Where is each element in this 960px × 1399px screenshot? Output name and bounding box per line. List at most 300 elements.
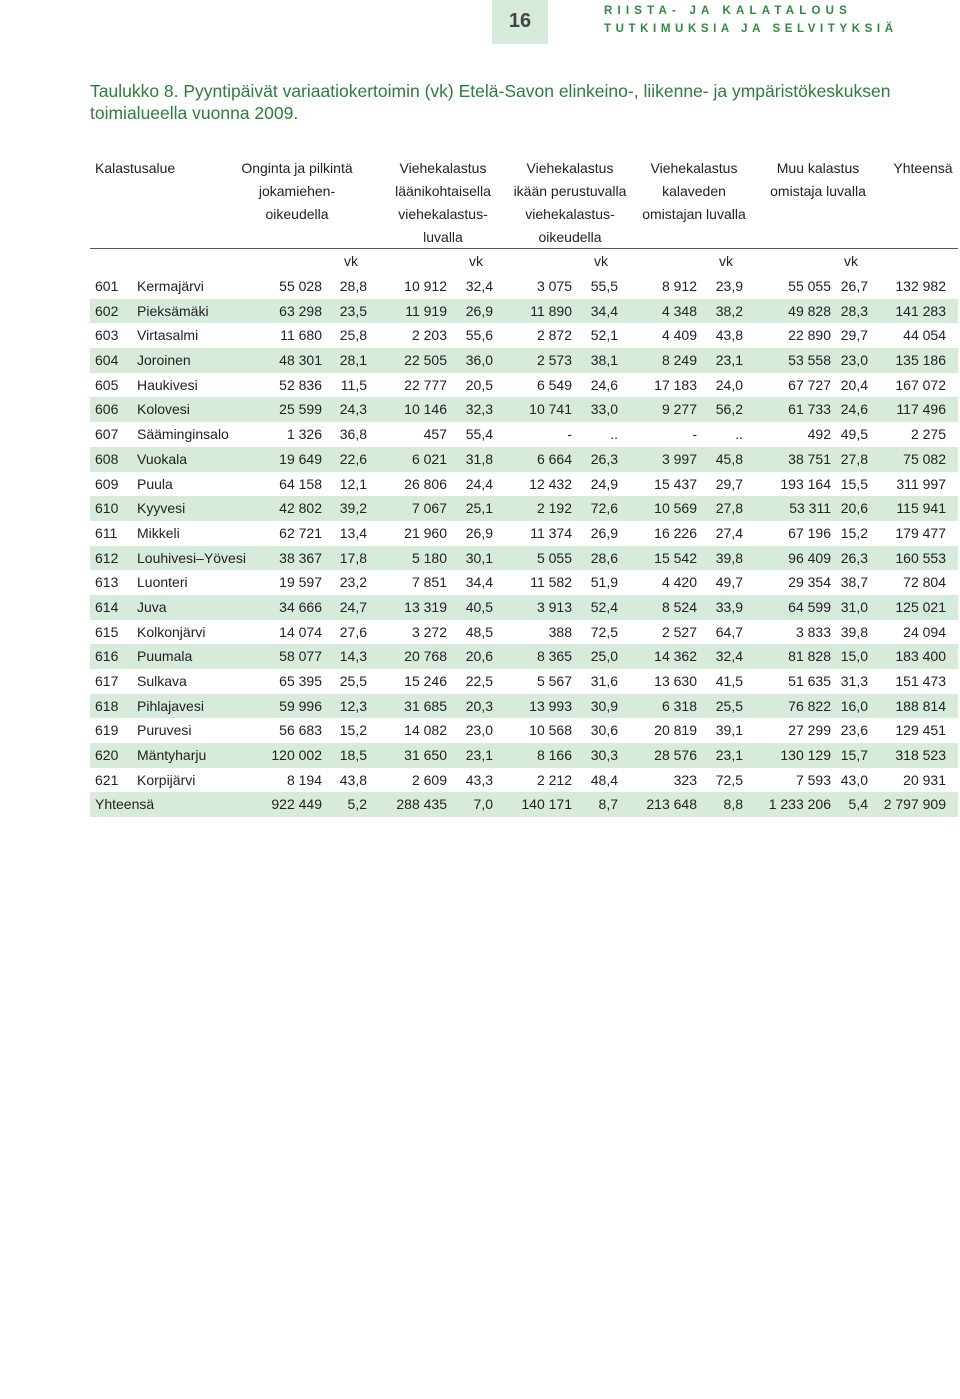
- days-cell: 15 437: [654, 475, 697, 492]
- table-row: [90, 422, 958, 447]
- total-row: [90, 792, 958, 817]
- days-cell: 457: [423, 426, 447, 443]
- total-cell: 72 804: [903, 574, 946, 591]
- area-name: Mäntyharju: [137, 747, 207, 764]
- days-cell: 28 576: [654, 747, 697, 764]
- vk-cell: 31,6: [590, 673, 618, 689]
- column-header-5: [629, 157, 759, 226]
- area-code: 607: [95, 426, 119, 443]
- vk-cell: 28,6: [590, 549, 618, 566]
- days-cell: 42 802: [279, 500, 322, 517]
- vk-cell: 20,3: [465, 697, 493, 714]
- table-row: [90, 669, 958, 694]
- vk-cell: 43,3: [465, 771, 493, 788]
- days-cell: 11 890: [530, 302, 572, 319]
- days-cell: 213 648: [646, 796, 697, 813]
- vk-cell: 31,3: [840, 673, 868, 689]
- days-cell: 62 721: [279, 524, 322, 541]
- vk-cell: 32,3: [465, 401, 493, 418]
- column-header-line: luvalla: [423, 229, 463, 245]
- column-header-3: [378, 157, 508, 249]
- vk-cell: 48,4: [590, 771, 618, 788]
- vk-cell: 25,1: [465, 500, 493, 517]
- vk-cell: 28,8: [339, 278, 367, 294]
- days-cell: 120 002: [271, 747, 322, 764]
- days-cell: 8 365: [536, 648, 572, 665]
- vk-cell: 38,7: [840, 574, 868, 591]
- vk-cell: 26,9: [465, 302, 493, 319]
- table-row: [90, 496, 958, 521]
- vk-cell: 23,1: [465, 747, 493, 764]
- vk-cell: 27,8: [715, 500, 743, 517]
- vk-cell: 49,5: [840, 426, 868, 443]
- vk-cell: 38,1: [590, 352, 618, 369]
- vk-cell: 32,4: [465, 278, 493, 294]
- page-number-box: [492, 0, 548, 44]
- area-name: Haukivesi: [137, 376, 198, 393]
- total-cell: 44 054: [903, 327, 946, 344]
- table-row: [90, 397, 958, 422]
- days-cell: 27 299: [788, 722, 831, 739]
- days-cell: 9 277: [661, 401, 697, 418]
- vk-cell: 15,5: [840, 475, 868, 492]
- total-cell: 318 523: [895, 747, 946, 764]
- days-cell: 130 129: [780, 747, 831, 764]
- days-cell: 29 354: [788, 574, 831, 591]
- vk-cell: 25,0: [590, 648, 618, 665]
- column-header-line: Viehekalastus: [526, 160, 614, 176]
- vk-cell: 36,0: [465, 352, 493, 369]
- days-cell: 10 568: [529, 722, 572, 739]
- column-header-line: Yhteensä: [893, 160, 953, 176]
- days-cell: 25 599: [279, 401, 322, 418]
- days-cell: 67 727: [788, 376, 831, 393]
- days-cell: 3 997: [661, 450, 697, 467]
- area-name: Kermajärvi: [137, 278, 204, 294]
- area-name: Pieksämäki: [137, 302, 209, 319]
- days-cell: 2 872: [536, 327, 572, 344]
- days-cell: 31 685: [404, 697, 447, 714]
- days-cell: 6 549: [536, 376, 572, 393]
- table-row: [90, 299, 958, 324]
- days-cell: 11 374: [530, 524, 572, 541]
- vk-cell: 30,3: [590, 747, 618, 764]
- vk-cell: 34,4: [590, 302, 618, 319]
- area-name: Sulkava: [137, 673, 187, 689]
- area-code: 619: [95, 722, 119, 739]
- days-cell: 16 226: [654, 524, 697, 541]
- total-cell: 129 451: [895, 722, 946, 739]
- days-cell: 3 913: [536, 598, 572, 615]
- vk-cell: 12,1: [339, 475, 367, 492]
- total-cell: 75 082: [903, 450, 946, 467]
- days-cell: 3 075: [536, 278, 572, 294]
- area-name: Korpijärvi: [137, 771, 196, 788]
- vk-cell: 52,1: [590, 327, 618, 344]
- vk-cell: 39,8: [715, 549, 743, 566]
- area-code: 608: [95, 450, 119, 467]
- vk-cell: 30,1: [465, 549, 493, 566]
- area-code: 602: [95, 302, 119, 319]
- table-row: [90, 595, 958, 620]
- area-name: Virtasalmi: [137, 327, 199, 344]
- vk-cell: 55,6: [465, 327, 493, 344]
- days-cell: 53 558: [788, 352, 831, 369]
- column-header-line: kalaveden: [662, 183, 726, 199]
- area-name: Puumala: [137, 648, 193, 665]
- column-header-7: [878, 157, 960, 180]
- days-cell: 49 828: [788, 302, 831, 319]
- vk-cell: 39,1: [715, 722, 743, 739]
- days-cell: 11 919: [405, 302, 447, 319]
- vk-cell: 25,5: [715, 697, 743, 714]
- total-cell: 167 072: [895, 376, 946, 393]
- total-cell: 151 473: [895, 673, 946, 689]
- table-row: [90, 570, 958, 595]
- vk-cell: 24,9: [590, 475, 618, 492]
- area-name: Kolkonjärvi: [137, 623, 206, 640]
- vk-cell: 36,8: [339, 426, 367, 443]
- days-cell: 38 367: [279, 549, 322, 566]
- days-cell: 7 067: [411, 500, 447, 517]
- vk-cell: 23,0: [465, 722, 493, 739]
- area-name: Joroinen: [137, 352, 191, 369]
- column-header-4: [505, 157, 635, 249]
- area-code: 618: [95, 697, 119, 714]
- area-code: 614: [95, 598, 119, 615]
- area-code: 617: [95, 673, 119, 689]
- days-cell: 5 567: [536, 673, 572, 689]
- vk-cell: 23,0: [840, 352, 868, 369]
- column-header-line: Viehekalastus: [399, 160, 487, 176]
- vk-cell: 24,3: [339, 401, 367, 418]
- days-cell: 22 505: [404, 352, 447, 369]
- days-cell: 11 582: [530, 574, 572, 591]
- table-row: [90, 620, 958, 645]
- vk-cell: 72,6: [590, 500, 618, 517]
- vk-cell: 29,7: [840, 327, 868, 344]
- days-cell: 64 599: [788, 598, 831, 615]
- vk-cell: 30,6: [590, 722, 618, 739]
- days-cell: 8 194: [286, 771, 322, 788]
- table-row: [90, 447, 958, 472]
- area-code: 610: [95, 500, 119, 517]
- area-code: 603: [95, 327, 119, 344]
- days-cell: 10 912: [404, 278, 447, 294]
- days-cell: 14 082: [404, 722, 447, 739]
- total-cell: 179 477: [895, 524, 946, 541]
- table-row: [90, 348, 958, 373]
- total-cell: 2 797 909: [883, 796, 946, 813]
- vk-cell: 5,2: [347, 796, 367, 813]
- vk-cell: 8,8: [723, 796, 743, 813]
- vk-cell: 39,2: [339, 500, 367, 517]
- days-cell: 11 680: [280, 327, 322, 344]
- total-cell: 160 553: [895, 549, 946, 566]
- days-cell: 96 409: [788, 549, 831, 566]
- days-cell: 13 319: [404, 598, 447, 615]
- days-cell: 2 573: [536, 352, 572, 369]
- days-cell: 31 650: [404, 747, 447, 764]
- area-code: 611: [95, 524, 118, 541]
- vk-cell: 13,4: [339, 524, 367, 541]
- column-header-1: [95, 157, 175, 180]
- table-row: [90, 472, 958, 497]
- vk-cell: 34,4: [465, 574, 493, 591]
- days-cell: 4 420: [661, 574, 697, 591]
- table-row: [90, 718, 958, 743]
- days-cell: 63 298: [279, 302, 322, 319]
- vk-cell: 51,9: [590, 574, 618, 591]
- vk-cell: 26,9: [465, 524, 493, 541]
- area-name: Kyyvesi: [137, 500, 186, 517]
- vk-cell: 18,5: [339, 747, 367, 764]
- days-cell: 19 597: [279, 574, 322, 591]
- days-cell: 22 890: [788, 327, 831, 344]
- days-cell: 67 196: [788, 524, 831, 541]
- days-cell: 17 183: [654, 376, 697, 393]
- vk-cell: 45,8: [715, 450, 743, 467]
- days-cell: 52 836: [279, 376, 322, 393]
- total-cell: 20 931: [903, 771, 946, 788]
- days-cell: 56 683: [279, 722, 322, 739]
- column-header-line: viehekalastus-: [398, 206, 488, 222]
- vk-cell: 40,5: [465, 598, 493, 615]
- days-cell: 65 395: [279, 673, 322, 689]
- vk-cell: 16,0: [840, 697, 868, 714]
- days-cell: 2 527: [661, 623, 697, 640]
- days-cell: 3 833: [795, 623, 831, 640]
- running-header: [0, 0, 960, 45]
- vk-cell: 23,6: [840, 722, 868, 739]
- total-cell: 125 021: [895, 598, 946, 615]
- total-cell: 183 400: [895, 648, 946, 665]
- vk-cell: 28,3: [840, 302, 868, 319]
- days-cell: 19 649: [279, 450, 322, 467]
- vk-cell: 55,4: [465, 426, 493, 443]
- area-name: Sääminginsalo: [137, 426, 229, 443]
- area-name: Yhteensä: [95, 796, 155, 813]
- days-cell: 13 630: [654, 673, 697, 689]
- vk-cell: 12,3: [339, 697, 367, 714]
- vk-cell: 24,7: [339, 598, 367, 615]
- days-cell: 76 822: [788, 697, 831, 714]
- days-cell: -: [692, 426, 697, 443]
- area-code: 620: [95, 747, 119, 764]
- area-code: 613: [95, 574, 119, 591]
- total-cell: 141 283: [895, 302, 946, 319]
- vk-cell: 25,5: [339, 673, 367, 689]
- vk-cell: 15,7: [840, 747, 868, 764]
- area-code: 621: [95, 771, 119, 788]
- days-cell: 58 077: [279, 648, 322, 665]
- vk-cell: 39,8: [840, 623, 868, 640]
- days-cell: 4 348: [661, 302, 697, 319]
- vk-cell: 38,2: [715, 302, 743, 319]
- days-cell: 15 246: [404, 673, 447, 689]
- table-body: [90, 274, 958, 817]
- days-cell: 14 074: [279, 623, 322, 640]
- vk-cell: 14,3: [339, 648, 367, 665]
- days-cell: 8 166: [536, 747, 572, 764]
- vk-cell: 29,7: [715, 475, 743, 492]
- days-cell: 5 180: [411, 549, 447, 566]
- area-name: Louhivesi–Yövesi: [137, 549, 246, 566]
- vk-cell: 43,0: [840, 771, 868, 788]
- table-row: [90, 768, 958, 793]
- vk-cell: 27,6: [339, 623, 367, 640]
- column-header-line: omistaja luvalla: [770, 183, 866, 199]
- vk-cell: 52,4: [590, 598, 618, 615]
- days-cell: 81 828: [788, 648, 831, 665]
- days-cell: 10 569: [654, 500, 697, 517]
- table-row: [90, 274, 958, 299]
- vk-cell: 20,4: [840, 376, 868, 393]
- vk-cell: 64,7: [715, 623, 743, 640]
- series-title-line2: TUTKIMUKSIA JA SELVITYKSIÄ: [604, 23, 898, 35]
- vk-cell: 26,7: [840, 278, 868, 294]
- days-cell: 20 768: [404, 648, 447, 665]
- table-row: [90, 694, 958, 719]
- column-header-line: oikeudella: [265, 206, 329, 222]
- days-cell: 193 164: [780, 475, 831, 492]
- days-cell: 22 777: [404, 376, 447, 393]
- days-cell: 10 741: [529, 401, 572, 418]
- vk-cell: 20,6: [840, 500, 868, 517]
- vk-cell: 24,6: [840, 401, 868, 418]
- vk-cell: 27,8: [840, 450, 868, 467]
- vk-cell: 56,2: [715, 401, 743, 418]
- column-header-line: ikään perustuvalla: [513, 183, 627, 199]
- total-cell: 24 094: [903, 623, 946, 640]
- days-cell: 14 362: [654, 648, 697, 665]
- days-cell: 7 851: [411, 574, 447, 591]
- days-cell: 1 326: [286, 426, 322, 443]
- vk-label: vk: [344, 253, 358, 269]
- vk-cell: 30,9: [590, 697, 618, 714]
- vk-cell: 43,8: [339, 771, 367, 788]
- area-code: 615: [95, 623, 119, 640]
- days-cell: 4 409: [661, 327, 697, 344]
- days-cell: 492: [807, 426, 831, 443]
- days-cell: 922 449: [271, 796, 322, 813]
- vk-cell: 22,5: [465, 673, 493, 689]
- vk-cell: 23,5: [339, 302, 367, 319]
- table-header: [90, 155, 958, 249]
- days-cell: 13 993: [529, 697, 572, 714]
- days-cell: 53 311: [789, 500, 831, 517]
- area-code: 616: [95, 648, 119, 665]
- vk-cell: 31,8: [465, 450, 493, 467]
- vk-cell: 22,6: [339, 450, 367, 467]
- days-cell: 288 435: [396, 796, 447, 813]
- table-row: [90, 323, 958, 348]
- vk-cell: 48,5: [465, 623, 493, 640]
- days-cell: 38 751: [788, 450, 831, 467]
- area-code: 606: [95, 401, 119, 418]
- total-cell: 188 814: [895, 697, 946, 714]
- days-cell: 12 432: [529, 475, 572, 492]
- column-header-line: viehekalastus-: [525, 206, 615, 222]
- area-code: 604: [95, 352, 119, 369]
- area-name: Vuokala: [137, 450, 188, 467]
- days-cell: 3 272: [411, 623, 447, 640]
- vk-label: vk: [469, 253, 483, 269]
- vk-cell: 55,5: [590, 278, 618, 294]
- data-table: [90, 155, 958, 817]
- column-header-line: läänikohtaisella: [395, 183, 491, 199]
- days-cell: 1 233 206: [768, 796, 831, 813]
- area-name: Puula: [137, 475, 173, 492]
- vk-cell: 7,0: [473, 796, 493, 813]
- vk-cell: 23,9: [715, 278, 743, 294]
- vk-cell: 15,2: [840, 524, 868, 541]
- vk-cell: 33,9: [715, 598, 743, 615]
- area-name: Kolovesi: [137, 401, 190, 418]
- vk-label: vk: [719, 253, 733, 269]
- vk-label: vk: [844, 253, 858, 269]
- area-code: 612: [95, 549, 119, 566]
- area-name: Pihlajavesi: [137, 697, 204, 714]
- column-header-line: Muu kalastus: [776, 160, 860, 176]
- vk-cell: 20,6: [465, 648, 493, 665]
- vk-cell: 41,5: [715, 673, 743, 689]
- days-cell: -: [567, 426, 572, 443]
- vk-cell: 8,7: [598, 796, 618, 813]
- area-name: Puruvesi: [137, 722, 192, 739]
- vk-label: vk: [594, 253, 608, 269]
- vk-cell: 24,6: [590, 376, 618, 393]
- table-row: [90, 373, 958, 398]
- days-cell: 5 055: [536, 549, 572, 566]
- total-cell: 117 496: [896, 401, 946, 418]
- days-cell: 6 021: [411, 450, 447, 467]
- column-header-line: jokamiehen-: [258, 183, 336, 199]
- page-number: 16: [508, 10, 532, 32]
- area-name: Luonteri: [137, 574, 188, 591]
- vk-cell: 15,2: [339, 722, 367, 739]
- days-cell: 21 960: [404, 524, 447, 541]
- vk-unit-row: [90, 249, 958, 274]
- vk-cell: ..: [735, 426, 743, 443]
- days-cell: 48 301: [279, 352, 322, 369]
- column-header-line: oikeudella: [538, 229, 602, 245]
- vk-cell: 26,9: [590, 524, 618, 541]
- days-cell: 59 996: [279, 697, 322, 714]
- vk-cell: 32,4: [715, 648, 743, 665]
- vk-cell: 23,2: [339, 574, 367, 591]
- area-name: Mikkeli: [137, 524, 180, 541]
- days-cell: 323: [673, 771, 697, 788]
- days-cell: 34 666: [279, 598, 322, 615]
- total-cell: 115 941: [896, 500, 946, 517]
- days-cell: 2 609: [411, 771, 447, 788]
- column-header-line: Kalastusalue: [95, 160, 176, 176]
- days-cell: 140 171: [521, 796, 572, 813]
- vk-cell: 5,4: [848, 796, 868, 813]
- column-header-line: Viehekalastus: [650, 160, 738, 176]
- vk-cell: 23,1: [715, 352, 743, 369]
- days-cell: 10 146: [404, 401, 447, 418]
- days-cell: 26 806: [404, 475, 447, 492]
- vk-cell: 27,4: [715, 524, 743, 541]
- vk-cell: 43,8: [715, 327, 743, 344]
- table-row: [90, 743, 958, 768]
- days-cell: 2 203: [411, 327, 447, 344]
- vk-cell: 20,5: [465, 376, 493, 393]
- days-cell: 61 733: [788, 401, 831, 418]
- column-header-6: [758, 157, 878, 203]
